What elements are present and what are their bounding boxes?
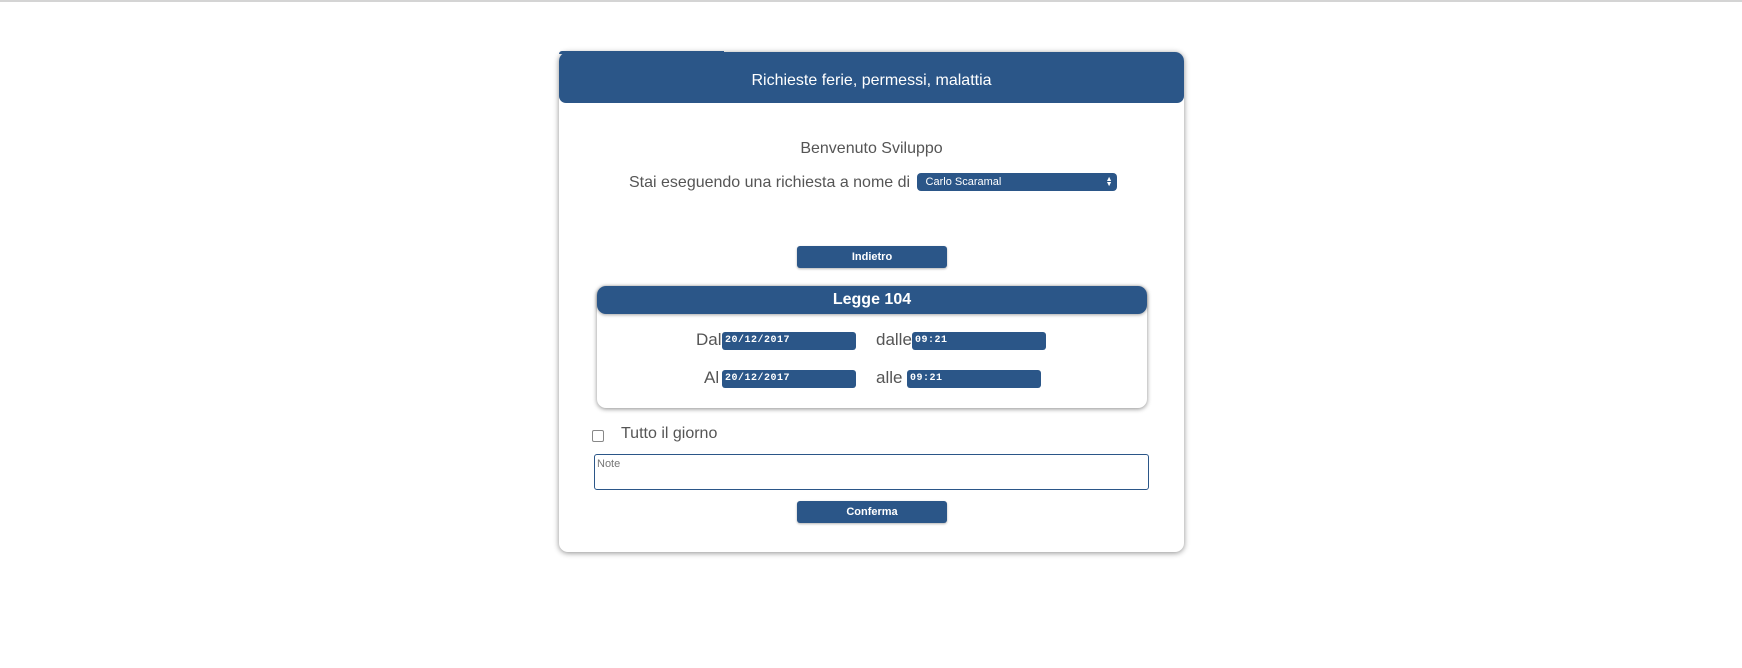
from-label: Dal — [696, 330, 722, 349]
notes-placeholder: Note — [597, 458, 621, 470]
from-date-input[interactable]: 20/12/2017 — [722, 332, 856, 350]
back-button[interactable]: Indietro — [797, 246, 947, 268]
from-time-input[interactable]: 09:21 — [912, 332, 1046, 350]
from-time-label: dalle — [876, 330, 912, 349]
header-tab-lip — [559, 51, 724, 54]
updown-arrows-icon: ▲ ▼ — [1105, 175, 1113, 188]
on-behalf-label: Stai eseguendo una richiesta a nome di — [629, 174, 911, 191]
employee-select-value: Carlo Scaramal — [925, 175, 1002, 188]
welcome-text: Benvenuto Sviluppo — [800, 140, 943, 157]
confirm-button[interactable]: Conferma — [797, 501, 947, 523]
to-time-label: alle — [876, 368, 903, 387]
card-header — [559, 52, 1184, 103]
top-rule — [0, 0, 1742, 2]
to-label: Al — [704, 368, 720, 387]
page-title: Richieste ferie, permessi, malattia — [751, 72, 992, 89]
to-time-input[interactable]: 09:21 — [907, 370, 1041, 388]
on-behalf-row — [629, 174, 1189, 192]
request-card — [559, 52, 1184, 552]
all-day-label: Tutto il giorno — [621, 425, 718, 442]
section-title: Legge 104 — [597, 286, 1147, 314]
notes-textarea[interactable] — [594, 454, 1149, 490]
to-date-input[interactable]: 20/12/2017 — [722, 370, 856, 388]
all-day-checkbox[interactable] — [592, 430, 604, 442]
law-104-section — [597, 286, 1147, 408]
employee-select[interactable] — [917, 173, 1117, 191]
